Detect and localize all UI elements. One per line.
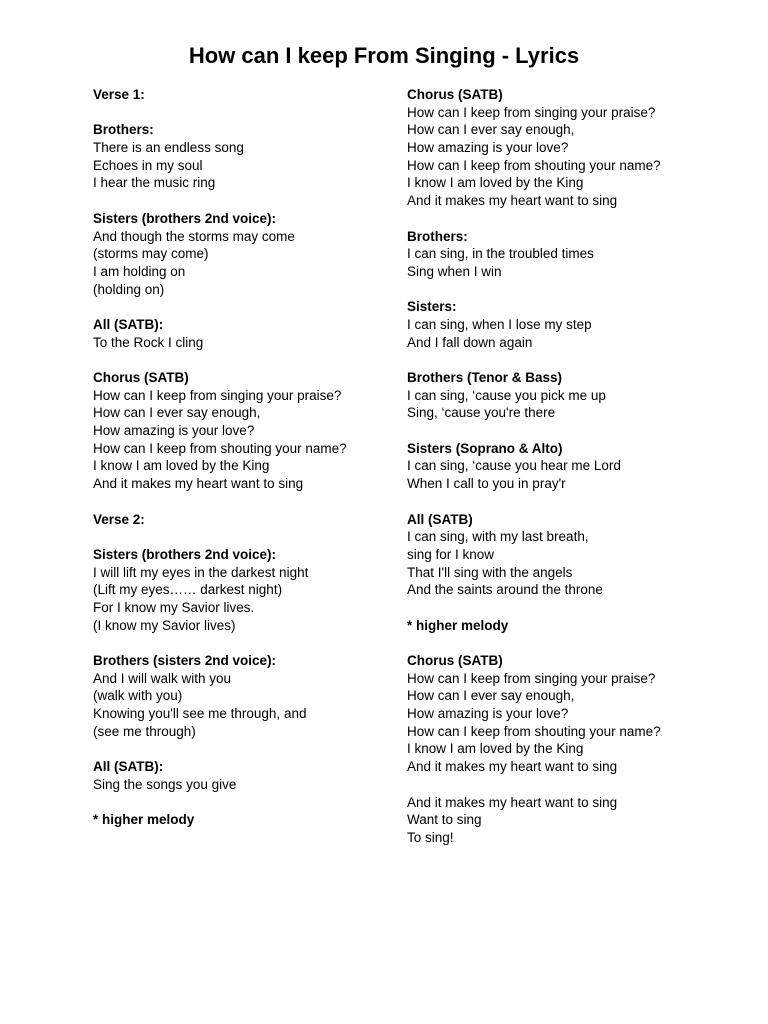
lyric-line: When I call to you in pray'r (407, 476, 566, 492)
lyric-line: And I will walk with you (93, 670, 232, 686)
lyric-line: (I know my Savior lives) (93, 617, 236, 633)
section-heading: Verse 1: (93, 87, 145, 102)
lyric-line: I know I am loved by the King (93, 458, 270, 474)
blank-line (407, 281, 747, 299)
lyric-line: That I'll sing with the angels (407, 564, 573, 580)
lyric-line: How amazing is your love? (93, 423, 255, 439)
lyric-line: Knowing you'll see me through, and (93, 706, 307, 722)
lyric-line: How can I keep from shouting your name? (407, 723, 661, 739)
lyric-line: sing for I know (407, 546, 495, 562)
section-heading: Sisters (brothers 2nd voice): (93, 210, 277, 226)
section-heading: Brothers (sisters 2nd voice): (93, 653, 277, 668)
section-heading: Chorus (SATB) (407, 87, 503, 102)
lyric-line: (holding on) (93, 281, 165, 297)
lyric-line: To sing! (407, 829, 454, 845)
page-title: How can I keep From Singing - Lyrics (188, 43, 580, 68)
lyric-line: How can I ever say enough, (407, 122, 575, 138)
lyric-line: And it makes my heart want to sing (407, 193, 618, 209)
section-heading: Verse 2: (93, 511, 145, 527)
blank-line (93, 493, 393, 511)
section-heading: * higher melody (407, 617, 509, 633)
blank-line (93, 298, 393, 316)
section-heading: Sisters: (407, 299, 457, 315)
lyric-line: How can I keep from singing your praise? (407, 104, 656, 120)
lyric-line: And it makes my heart want to sing (407, 759, 618, 775)
blank-line (407, 599, 747, 617)
lyrics-column-left (93, 86, 393, 829)
lyric-line: How can I keep from singing your praise? (407, 670, 656, 686)
lyric-line: I am holding on (93, 263, 186, 279)
lyric-line: (storms may come) (93, 246, 209, 262)
lyric-line: How amazing is your love? (407, 140, 569, 156)
lyric-line: And though the storms may come (93, 228, 295, 244)
blank-line (93, 528, 393, 546)
lyric-line: I can sing, when I lose my step (407, 316, 592, 332)
lyric-line: And it makes my heart want to sing (93, 476, 304, 492)
lyric-line: How can I keep from singing your praise? (93, 387, 342, 403)
blank-line (407, 776, 747, 794)
blank-line (93, 740, 393, 758)
blank-line (93, 634, 393, 652)
lyric-line: Sing when I win (407, 263, 502, 279)
blank-line (93, 794, 393, 812)
lyric-line: How can I keep from shouting your name? (407, 157, 661, 173)
lyric-line: I will lift my eyes in the darkest night (93, 564, 309, 580)
blank-line (407, 351, 747, 369)
blank-line (93, 351, 393, 369)
blank-line (93, 104, 393, 122)
lyric-line: I can sing, ‘cause you hear me Lord (407, 458, 621, 474)
section-heading: All (SATB): (93, 759, 164, 775)
section-heading: Chorus (SATB) (93, 370, 189, 385)
section-heading: * higher melody (93, 812, 195, 828)
lyric-line: I can sing, in the troubled times (407, 246, 594, 262)
blank-line (407, 493, 747, 511)
lyric-line: And it makes my heart want to sing (407, 794, 618, 810)
lyric-line: How can I keep from shouting your name? (93, 440, 347, 456)
lyric-line: To the Rock I cling (93, 334, 204, 350)
lyric-line: And I fall down again (407, 334, 533, 350)
lyric-line: I hear the music ring (93, 175, 216, 191)
section-heading: All (SATB): (93, 316, 164, 332)
lyric-line: Want to sing (407, 812, 482, 828)
section-heading: All (SATB) (407, 511, 473, 527)
lyric-line: Sing the songs you give (93, 776, 237, 792)
lyric-line: I can sing, with my last breath, (407, 529, 589, 545)
blank-line (407, 422, 747, 440)
section-heading: Chorus (SATB) (407, 653, 503, 668)
blank-line (93, 192, 393, 210)
lyric-line: I can sing, ‘cause you pick me up (407, 387, 606, 403)
blank-line (407, 634, 747, 652)
section-heading: Brothers: (407, 228, 468, 244)
lyric-line: Echoes in my soul (93, 157, 203, 173)
lyrics-column-right (407, 86, 747, 847)
lyric-line: (walk with you) (93, 688, 183, 704)
section-heading: Brothers (Tenor & Bass) (407, 370, 563, 385)
lyric-line: How can I ever say enough, (93, 405, 261, 421)
lyric-line: (Lift my eyes…… darkest night) (93, 582, 283, 598)
lyric-line: For I know my Savior lives. (93, 599, 255, 615)
section-heading: Sisters (brothers 2nd voice): (93, 546, 277, 562)
lyric-line: (see me through) (93, 723, 196, 739)
lyric-line: And the saints around the throne (407, 582, 603, 598)
lyric-line: I know I am loved by the King (407, 175, 584, 191)
blank-line (407, 210, 747, 228)
section-heading: Brothers: (93, 122, 154, 138)
lyric-line: There is an endless song (93, 140, 244, 156)
lyric-line: I know I am loved by the King (407, 741, 584, 757)
section-heading: Sisters (Soprano & Alto) (407, 440, 563, 456)
lyric-line: How amazing is your love? (407, 706, 569, 722)
lyric-line: Sing, ‘cause you're there (407, 405, 556, 421)
lyric-line: How can I ever say enough, (407, 688, 575, 704)
